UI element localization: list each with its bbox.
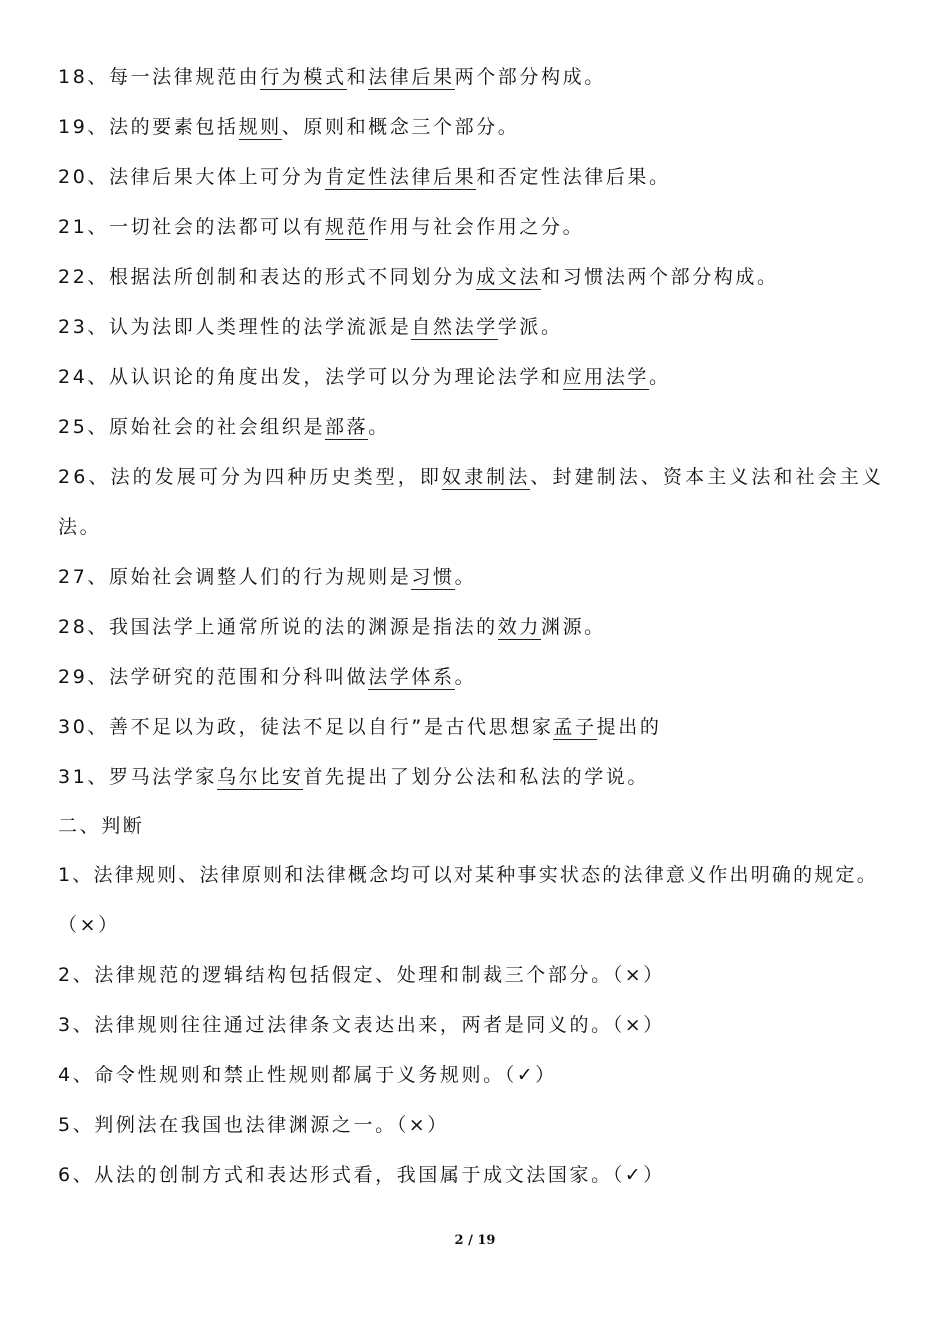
item-text: 22、根据法所创制和表达的形式不同划分为 [58, 266, 477, 288]
item-q25 [58, 412, 390, 442]
answer-underlined: 效力 [497, 616, 541, 638]
item-text: 和习惯法两个部分构成。 [541, 266, 779, 288]
item-j2 [58, 960, 665, 990]
item-q27 [58, 562, 476, 592]
item-q23 [58, 312, 563, 342]
item-q28 [58, 612, 606, 642]
item-j3 [58, 1010, 665, 1040]
item-text: 1、法律规则、法律原则和法律概念均可以对某种事实状态的法律意义作出明确的规定。 [58, 864, 878, 886]
item-j1b [58, 910, 120, 940]
item-text: 23、认为法即人类理性的法学流派是 [58, 316, 412, 338]
answer-underlined: 孟子 [553, 716, 597, 738]
item-text: 2、法律规范的逻辑结构包括假定、处理和制裁三个部分。（×） [58, 964, 665, 986]
answer-underlined: 应用法学 [562, 366, 649, 388]
answer-underlined: 自然法学 [411, 316, 498, 338]
answer-underlined: 规范 [324, 216, 369, 238]
item-j4 [58, 1060, 557, 1090]
item-text: 和否定性法律后果。 [476, 166, 671, 188]
answer-underlined: 奴隶制法 [441, 466, 531, 488]
item-text: 19、法的要素包括 [58, 116, 239, 138]
item-text: 28、我国法学上通常所说的法的渊源是指法的 [58, 616, 498, 638]
item-text: 30、善不足以为政，徒法不足以自行”是古代思想家 [58, 716, 554, 738]
item-q18 [58, 62, 606, 92]
answer-underlined: 部落 [324, 416, 369, 438]
item-text: 5、判例法在我国也法律渊源之一。（×） [58, 1114, 449, 1136]
item-text: 6、从法的创制方式和表达形式看，我国属于成文法国家。（✓） [58, 1164, 665, 1186]
item-text: 27、原始社会调整人们的行为规则是 [58, 566, 412, 588]
item-text: 3、法律规则往往通过法律条文表达出来，两者是同义的。（×） [58, 1014, 665, 1036]
item-q21 [58, 212, 584, 242]
item-text: 25、原始社会的社会组织是 [58, 416, 325, 438]
item-text: 。 [648, 366, 671, 388]
item-text: 学派。 [497, 316, 563, 338]
item-text: 作用与社会作用之分。 [368, 216, 585, 238]
item-q30 [58, 712, 661, 742]
item-q24 [58, 362, 671, 392]
item-text: 20、法律后果大体上可分为 [58, 166, 325, 188]
item-q26 [58, 462, 884, 492]
item-text: 26、法的发展可分为四种历史类型，即 [58, 466, 442, 488]
item-q31 [58, 762, 649, 792]
item-q20 [58, 162, 671, 192]
item-j1 [58, 860, 878, 890]
answer-underlined: 乌尔比安 [216, 766, 304, 788]
item-q26b [58, 512, 101, 542]
answer-underlined: 肯定性法律后果 [324, 166, 477, 188]
item-text: 。 [454, 566, 477, 588]
answer-underlined: 法学体系 [368, 666, 455, 688]
item-j5 [58, 1110, 449, 1140]
item-text: 提出的 [596, 716, 662, 738]
page-number: 2 / 19 [454, 1233, 496, 1248]
item-q19 [58, 112, 519, 142]
item-text: 18、每一法律规范由 [58, 66, 261, 88]
answer-underlined: 成文法 [476, 266, 541, 288]
item-q29 [58, 662, 476, 692]
item-j6 [58, 1160, 665, 1190]
item-text: 、封建制法、资本主义法和社会主义 [530, 466, 884, 488]
answer-underlined: 法律后果 [368, 66, 455, 88]
item-text: 首先提出了划分公法和私法的学说。 [303, 766, 649, 788]
item-text: 两个部分构成。 [454, 66, 606, 88]
answer-underlined: 习惯 [411, 566, 455, 588]
item-text: 。 [454, 666, 477, 688]
item-text: 二、判断 [58, 815, 145, 837]
item-text: 渊源。 [540, 616, 606, 638]
section-heading-judgement [58, 811, 144, 841]
item-text: 4、命令性规则和禁止性规则都属于义务规则。（✓） [58, 1064, 557, 1086]
answer-underlined: 规则 [238, 116, 282, 138]
item-text: 29、法学研究的范围和分科叫做 [58, 666, 369, 688]
item-text: 21、一切社会的法都可以有 [58, 216, 325, 238]
answer-underlined: 行为模式 [260, 66, 347, 88]
item-q22 [58, 262, 779, 292]
item-text: 31、罗马法学家 [58, 766, 217, 788]
item-text: 、原则和概念三个部分。 [281, 116, 520, 138]
item-text: 法。 [58, 516, 102, 538]
item-text: 24、从认识论的角度出发，法学可以分为理论法学和 [58, 366, 563, 388]
item-text: 。 [368, 416, 390, 438]
item-text: 和 [346, 66, 369, 88]
item-text: （×） [58, 914, 120, 936]
